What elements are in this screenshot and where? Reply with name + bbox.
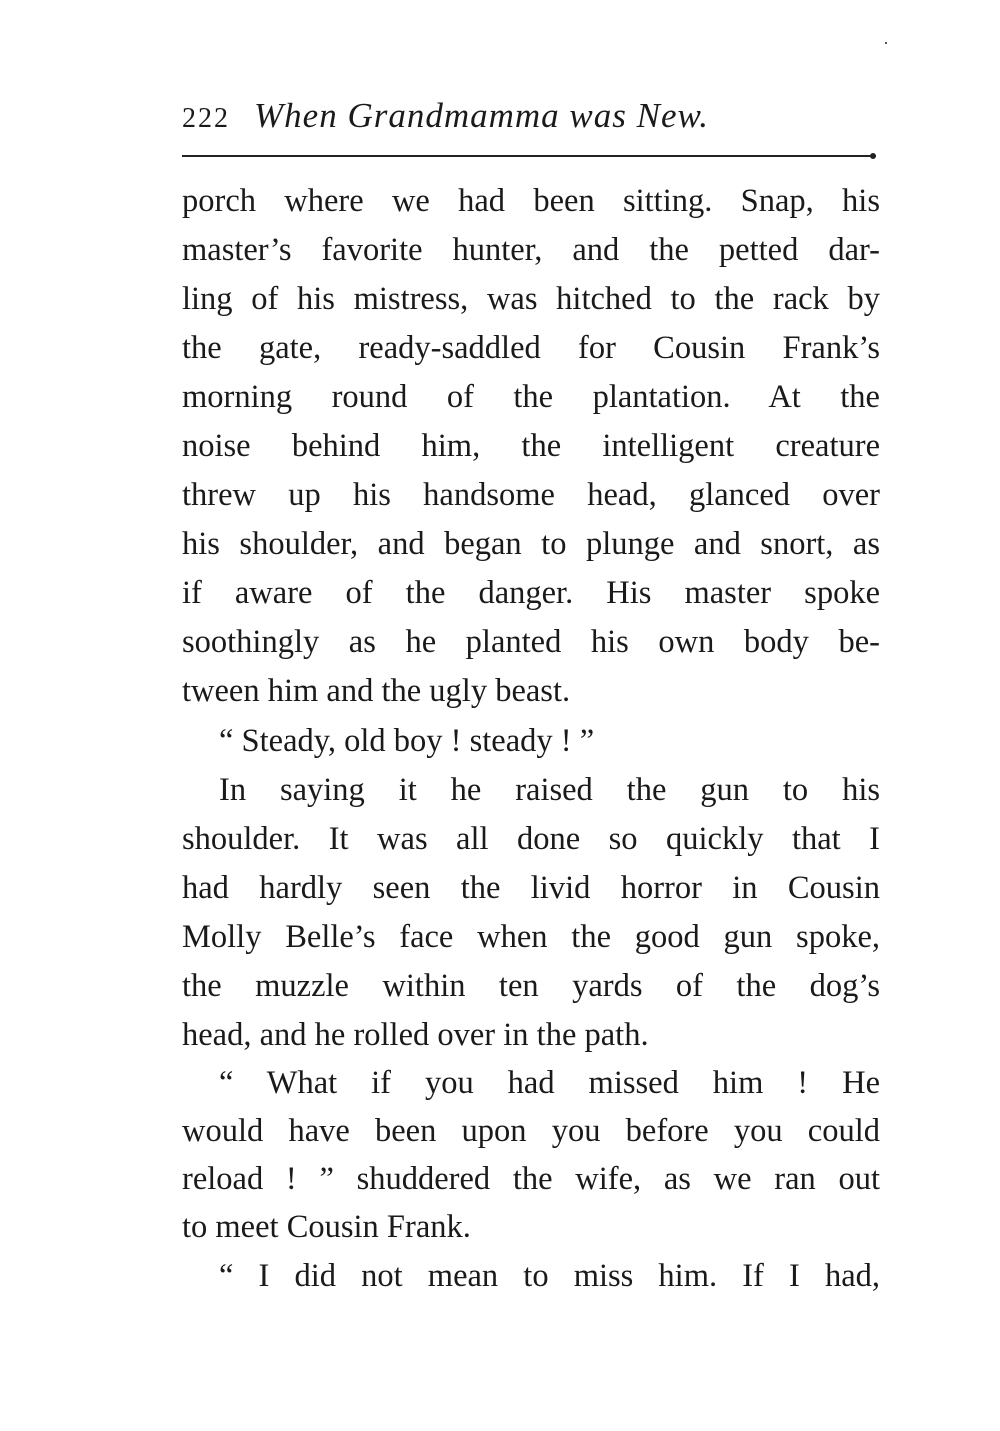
text-line: had hardly seen the livid horror in Cousin (182, 870, 880, 906)
text-line: tween him and the ugly beast. (182, 673, 571, 709)
text-line: noise behind him, the intelligent creature (182, 428, 880, 464)
text-line: threw up his handsome head, glanced over (182, 477, 880, 513)
text-line: to meet Cousin Frank. (182, 1209, 471, 1245)
text-line: the gate, ready-saddled for Cousin Frank’s (182, 330, 880, 366)
text-line: master’s favorite hunter, and the petted dar- (182, 232, 880, 268)
text-line: “ I did not mean to miss him. If I had, (219, 1258, 880, 1294)
header-rule (182, 155, 876, 157)
text-line: porch where we had been sitting. Snap, his (182, 183, 880, 219)
text-line: soothingly as he planted his own body be- (182, 624, 880, 660)
text-line: the muzzle within ten yards of the dog’s (182, 968, 880, 1004)
page-header (182, 96, 882, 146)
text-line: In saying it he raised the gun to his (219, 772, 880, 808)
text-line: shoulder. It was all done so quickly that I (182, 821, 880, 857)
running-title: When Grandmamma was New. (254, 96, 710, 135)
text-line: would have been upon you before you could (182, 1113, 880, 1149)
text-line: his shoulder, and began to plunge and snort, as (182, 526, 880, 562)
text-line: “ Steady, old boy ! steady ! ” (219, 723, 595, 759)
text-line: Molly Belle’s face when the good gun spoke, (182, 919, 880, 955)
text-line: reload ! ” shuddered the wife, as we ran out (182, 1161, 880, 1197)
print-speck (885, 42, 887, 44)
page-number: 222 (182, 103, 230, 134)
text-line: morning round of the plantation. At the (182, 379, 880, 415)
text-line: if aware of the danger. His master spoke (182, 575, 880, 611)
text-line: “ What if you had missed him ! He (219, 1065, 880, 1101)
text-line: ling of his mistress, was hitched to the rack by (182, 281, 880, 317)
text-line: head, and he rolled over in the path. (182, 1017, 649, 1053)
header-rule-end (870, 153, 876, 159)
